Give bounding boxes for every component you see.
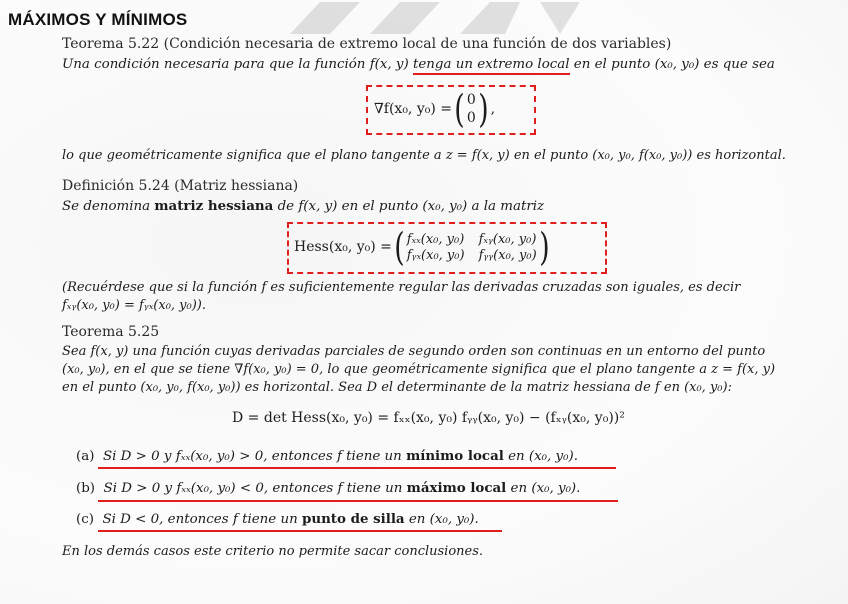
- right-paren: ): [477, 87, 489, 131]
- item-bold-term: mínimo local: [406, 448, 504, 464]
- right-paren: ): [538, 225, 550, 269]
- red-underline-b: [98, 500, 618, 502]
- theorem-5-25-line3: en el punto (x₀, y₀, f(x₀, y₀)) es horizontal. Sea D el determinante de la matriz hessiana de f en (x₀, y₀):: [62, 380, 732, 395]
- tangent-plane-remark: lo que geométricamente significa que el plano tangente a z = f(x, y) en el punto (x₀, y₀, f(x₀, y₀)) es horizontal.: [62, 148, 786, 163]
- definition-text-end: de f(x, y) en el punto (x₀, y₀) a la matriz: [273, 199, 545, 214]
- item-label: (b): [76, 481, 96, 496]
- closing-remark: En los demás casos este criterio no permite sacar conclusiones.: [62, 544, 484, 559]
- definition-5-24-statement: [62, 198, 544, 214]
- hessian-matrix: [407, 232, 537, 263]
- item-bold-term: máximo local: [406, 480, 507, 496]
- left-paren: (: [454, 87, 465, 131]
- symmetry-note-line1: (Recuérdese que si la función f es suficientemente regular las derivadas cruzadas son iguales, es decir: [62, 280, 741, 295]
- item-text-end: en (x₀, y₀).: [506, 481, 581, 496]
- theorem-5-25-line1: Sea f(x, y) una función cuyas derivadas parciales de segundo orden son continuas en un entorno del punto: [62, 344, 766, 359]
- item-bold-term: punto de silla: [301, 511, 405, 527]
- theorem-5-25-title: Teorema 5.25: [62, 324, 160, 340]
- criterion-item-c: [76, 511, 479, 527]
- item-text: Si D > 0 y fₓₓ(x₀, y₀) > 0, entonces f tiene un: [102, 449, 407, 464]
- page-title: MÁXIMOS Y MÍNIMOS: [8, 10, 188, 29]
- item-label: (c): [76, 512, 94, 527]
- watermark-logo: [290, 0, 610, 34]
- item-text: Si D < 0, entonces f tiene un: [102, 512, 302, 527]
- equation-comma: ,: [490, 101, 496, 117]
- item-label: (a): [76, 449, 95, 464]
- matrix-entry: fᵧₓ(x₀, y₀): [406, 247, 465, 263]
- item-text-end: en (x₀, y₀).: [404, 512, 479, 527]
- item-text: Si D > 0 y fₓₓ(x₀, y₀) < 0, entonces f tiene un: [103, 481, 407, 496]
- red-underline-c: [98, 530, 502, 532]
- vector-entry: 0: [466, 92, 476, 108]
- symmetry-note-line2: fₓᵧ(x₀, y₀) = fᵧₓ(x₀, y₀)).: [62, 298, 207, 313]
- matrix-entry: fₓᵧ(x₀, y₀): [478, 231, 537, 247]
- left-paren: (: [394, 225, 405, 269]
- theorem-5-25-line2: (x₀, y₀), en el que se tiene ∇f(x₀, y₀) = 0, lo que geométricamente significa que el plano tangente a z = f(x, y): [62, 362, 776, 377]
- red-underline-a: [98, 467, 616, 469]
- zero-vector: [467, 92, 476, 126]
- definition-text: Se denomina: [62, 199, 155, 214]
- criterion-item-a: [76, 448, 578, 464]
- vector-entry: 0: [466, 110, 476, 126]
- item-text-end: en (x₀, y₀).: [503, 449, 578, 464]
- underlined-phrase: tenga un extremo local: [413, 57, 570, 75]
- hessian-lhs: Hess(x₀, y₀) =: [294, 239, 392, 255]
- bold-term: matriz hessiana: [154, 198, 274, 214]
- determinant-equation: D = det Hess(x₀, y₀) = fₓₓ(x₀, y₀) fᵧᵧ(x₀, y₀) − (fₓᵧ(x₀, y₀))²: [232, 410, 625, 426]
- statement-text-end: en el punto (x₀, y₀) es que sea: [569, 57, 775, 72]
- theorem-5-22-title: Teorema 5.22 (Condición necesaria de extremo local de una función de dos variables): [62, 36, 672, 52]
- criterion-item-b: [76, 480, 580, 496]
- gradient-lhs: ∇f(x₀, y₀) =: [374, 101, 452, 117]
- matrix-entry: fₓₓ(x₀, y₀): [406, 231, 465, 247]
- definition-5-24-title: Definición 5.24 (Matriz hessiana): [62, 178, 299, 194]
- gradient-equation: [374, 88, 495, 130]
- matrix-entry: fᵧᵧ(x₀, y₀): [478, 247, 537, 263]
- hessian-equation: [294, 225, 552, 269]
- statement-text: Una condición necesaria para que la función f(x, y): [62, 57, 413, 72]
- theorem-5-22-statement: [62, 57, 775, 72]
